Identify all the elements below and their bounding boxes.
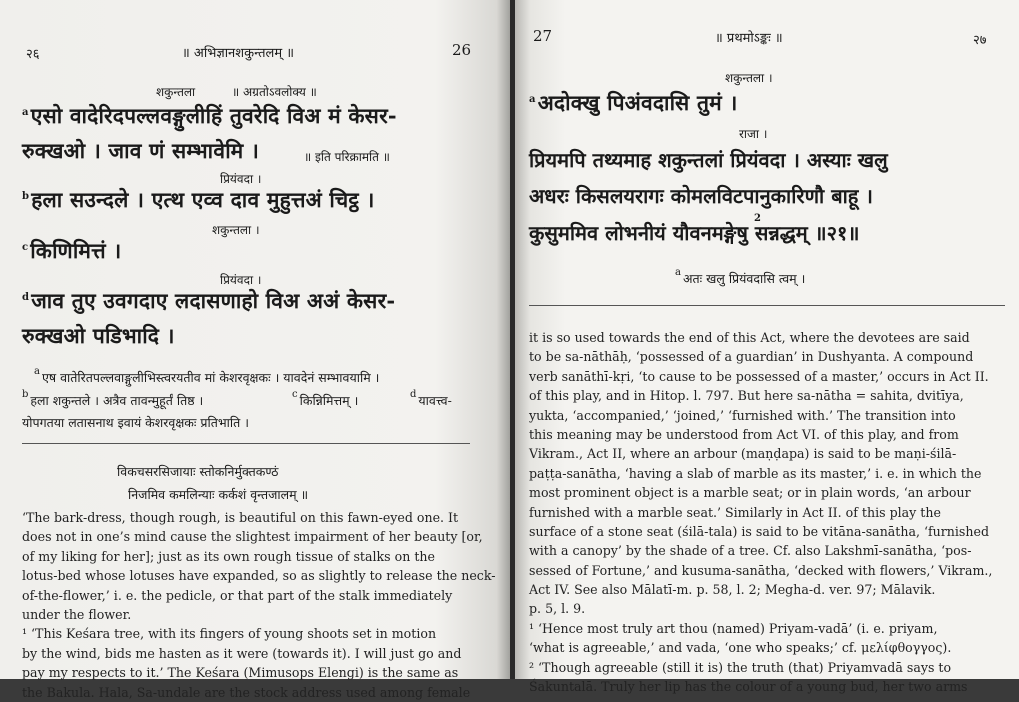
commentary-line: Śakuntalā. Truly her lip has the colour of a young bud, her two arms — [529, 679, 968, 695]
footnote-marker: c — [22, 242, 29, 253]
right-page — [515, 0, 1019, 695]
sanskrit-note: $^b$ हला शकुन्तले । अत्रैव तावन्मुहूर्तं तिष्ठ । — [22, 389, 204, 408]
commentary-line: ‘what is agreeable,’ and vada, ‘one who speaks;’ cf. μελίφθογγος). — [529, 640, 952, 656]
speaker-shakuntala: शकुन्तला । — [212, 223, 260, 237]
commentary-line: p. 5, l. 9. — [529, 601, 586, 617]
verse-line: प्रियमपि तथ्यमाह शकुन्तलां प्रियंवदा । अस्याः खलु — [529, 148, 888, 172]
commentary-line: yukta, ‘accompanied,’ ‘joined,’ ‘furnished with.’ The transition into — [529, 407, 956, 423]
commentary-text — [529, 328, 992, 696]
commentary-line: Act IV. See also Mālatī-m. p. 58, l. 2; Megha-d. ver. 97; Mālavik. — [529, 582, 936, 598]
sanskrit-note: $^a$ एष वातेरितपल्लवाङ्गुलीभिस्त्वरयतीव मां केशरवृक्षकः । यावदेनं सम्भावयामि । — [34, 366, 380, 385]
stage-direction: ॥ इति परिक्रामति ॥ — [304, 150, 390, 164]
dialogue-line: $^b$हला सउन्दले । एत्थ एव्व दाव मुहुत्तअं चिट्ठ । — [22, 187, 375, 212]
commentary-line: of-the-flower,’ i. e. the pedicle, or that part of the stalk immediately — [22, 587, 453, 603]
commentary-line: with a canopy’ by the shade of a tree. Cf. also Lakshmī-sanātha, ‘pos- — [529, 543, 972, 559]
dialogue-line: रुक्खओ । जाव णं सम्भावेमि । — [22, 138, 260, 163]
commentary-line: sessed of Fortune,’ and kusuma-sanātha, ‘decked with flowers,’ Vikram., — [529, 562, 993, 578]
commentary-line: ² ‘Though agreeable (still it is) the truth (that) Priyamvadā says to — [529, 659, 952, 675]
sanskrit-note: $^c$ किन्निमित्तम् । — [292, 389, 359, 408]
divider-rule — [529, 305, 1005, 306]
commentary-line: of my liking for her]; just as its own rough tissue of stalks on the — [22, 548, 435, 564]
right-running-head: ॥ प्रथमोऽङ्कः ॥ — [715, 31, 783, 46]
divider-rule — [22, 443, 470, 444]
footnote-marker: a — [22, 107, 29, 118]
commentary-line: lotus-bed whose lotuses have expanded, so as slightly to release the neck- — [22, 568, 496, 584]
verse-line: निजमिव कमलिन्याः कर्कशं वृन्तजालम् ॥ — [128, 487, 309, 502]
speaker-priyamvada: प्रियंवदा । — [220, 273, 262, 287]
commentary-line: furnished with a marble seat.’ Similarly in Act II. of this play the — [529, 504, 941, 520]
speaker-shakuntala: शकुन्तला । — [725, 71, 773, 85]
commentary-line: of this play, and in Hitop. l. 797. But here sa-nātha = sahita, dvitīya, — [529, 388, 964, 404]
commentary-line: to be sa-nāthāḥ, ‘possessed of a guardian’ in Dushyanta. A compound — [529, 349, 974, 365]
dialogue-line: $^d$जाव तुए उवगदाए लदासणाहो विअ अअं केसर- — [22, 288, 396, 313]
sanskrit-note: $^a$ अतः खलु प्रियंवदासि त्वम् । — [675, 267, 806, 286]
commentary-line: the Bakula. Hala, Sa-undale are the stock address used among female — [22, 684, 471, 700]
commentary-line: ¹ ‘This Keśara tree, with its fingers of young shoots set in motion — [22, 626, 437, 642]
footnote-marker: d — [22, 292, 30, 303]
sanskrit-note: योपगतया लतासनाथ इवायं केशरवृक्षकः प्रतिभाति । — [22, 415, 249, 430]
commentary-line: paṭṭa-sanātha, ‘having a slab of marble as its master,’ i. e. in which the — [529, 465, 982, 481]
commentary-line: ‘The bark-dress, though rough, is beautiful on this fawn-eyed one. It — [22, 510, 459, 525]
speaker-shakuntala: शकुन्तला — [156, 85, 196, 99]
left-page-number-devanagari: २६ — [26, 47, 40, 62]
verse-line: अधरः किसलयरागः कोमलविटपानुकारिणौ बाहू । — [529, 184, 873, 208]
speaker-king: राजा । — [739, 127, 768, 141]
left-running-head: ॥ अभिज्ञानशकुन्तलम् ॥ — [182, 46, 295, 61]
sanskrit-note: $^d$ यावत्त्व- — [410, 389, 452, 408]
speaker-priyamvada: प्रियंवदा । — [220, 172, 262, 186]
dialogue-line: $^a$अदोक्खु पिअंवदासि तुमं । — [529, 90, 738, 115]
commentary-line: surface of a stone seat (śilā-tala) is said to be vitāna-sanātha, ‘furnished — [529, 523, 990, 539]
verse-line: विकचसरसिजायाः स्तोकनिर्मुक्तकण्ठं — [117, 464, 279, 479]
commentary-line: by the wind, bids me hasten as it were (towards it). I will just go and — [22, 645, 462, 661]
commentary-line: under the flower. — [22, 606, 132, 622]
left-page-number-arabic: 26 — [452, 41, 472, 59]
commentary-line: it is so used towards the end of this Act, where the devotees are said — [529, 330, 970, 345]
commentary-line: verb sanāthī-kṛi, ‘to cause to be possessed of a master,’ occurs in Act II. — [529, 368, 989, 384]
right-page-number-arabic: 27 — [533, 27, 553, 45]
commentary-line: ¹ ‘Hence most truly art thou (named) Priyam-vadā’ (i. e. priyam, — [529, 620, 938, 636]
verse-line: कुसुममिव लोभनीयं यौवनमङ्गेषु सन्नद्धम् ॥२१॥ 2 — [529, 213, 860, 245]
dialogue-line: $^a$एसो वादेरिदपल्लवङ्गुलीहिं तुवरेदि विअ मं केसर- — [22, 103, 397, 128]
commentary-line: does not in one’s mind cause the slightest impairment of her beauty [or, — [22, 529, 483, 545]
commentary-line: pay my respects to it.’ The Keśara (Mimusops Elengi) is the same as — [22, 665, 459, 681]
commentary-line: most prominent object is a marble seat; or in plain words, ‘an arbour — [529, 485, 971, 501]
stage-direction: ॥ अग्रतोऽवलोक्य ॥ — [232, 85, 317, 99]
footnote-marker: b — [22, 191, 30, 202]
right-page-number-devanagari: २७ — [973, 33, 987, 48]
commentary-line: Vikram., Act II, where an arbour (maṇḍapa) is said to be maṇi-śilā- — [529, 446, 957, 462]
commentary-text — [22, 508, 496, 702]
dialogue-line: रुक्खओ पडिभादि । — [22, 323, 175, 348]
commentary-line: this meaning may be understood from Act VI. of this play, and from — [529, 426, 959, 442]
dialogue-line: $^c$किणिमित्तं । — [22, 238, 122, 263]
